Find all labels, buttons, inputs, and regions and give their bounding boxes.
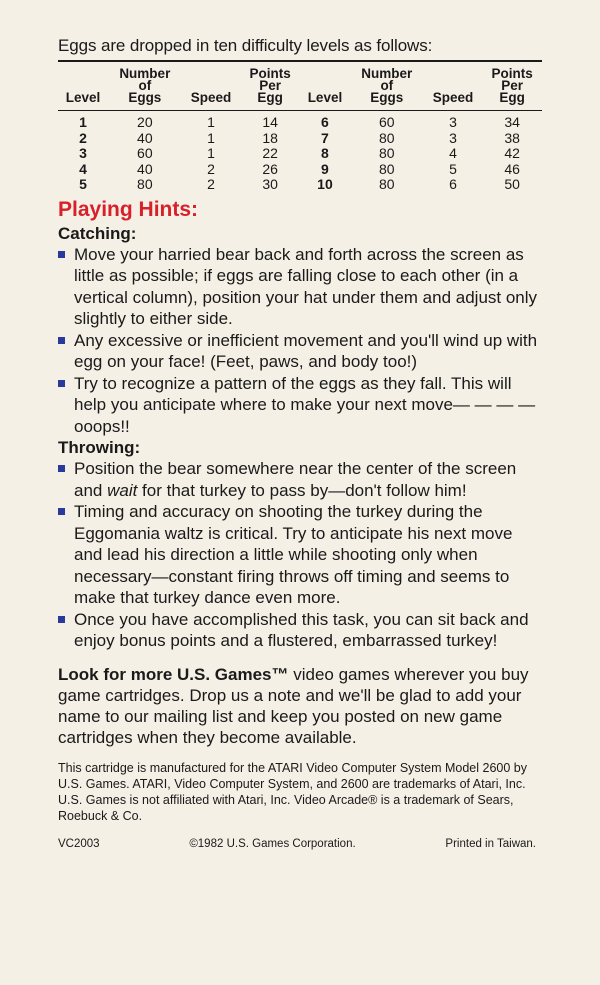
- throwing-title: Throwing:: [58, 438, 141, 457]
- table-row: [58, 162, 542, 178]
- table-cell: 4: [449, 145, 457, 161]
- table-cell: 10: [317, 176, 333, 192]
- table-cell: 80: [379, 129, 395, 146]
- closing-paragraph: Look for more U.S. Games™ video games wherever you buy game cartridges. Drop us a note and we'll be glad to add your name to our mailing list and keep you posted on new game cartridges when they become available.: [58, 664, 529, 747]
- playing-hints-title: Playing Hints:: [58, 197, 199, 221]
- copyright: ©1982 U.S. Games Corporation.: [189, 837, 356, 850]
- table-cell: 80: [137, 176, 153, 192]
- list-item: Position the bear somewhere near the center of the screen and wait for that turkey to pass by—don't follow him!: [58, 458, 542, 501]
- difficulty-table-header: [58, 62, 542, 110]
- table-cell: 6: [321, 114, 329, 130]
- table-cell: 22: [262, 145, 278, 161]
- table-cell: 26: [262, 160, 278, 177]
- bullet-square-icon: [58, 337, 65, 344]
- table-cell: 60: [379, 114, 395, 130]
- table-cell: 50: [504, 176, 520, 192]
- table-row: [58, 146, 542, 162]
- table-cell: 3: [449, 114, 457, 130]
- column-header: Speed: [190, 90, 232, 105]
- table-cell: 5: [79, 176, 87, 192]
- table-cell: 5: [449, 160, 457, 177]
- table-cell: 18: [262, 129, 278, 146]
- table-cell: 3: [79, 145, 87, 161]
- table-cell: 46: [504, 160, 520, 177]
- table-cell: 3: [449, 129, 457, 146]
- legal-notice: This cartridge is manufactured for the ATARI Video Computer System Model 2600 by U.S. Games. ATARI, Video Computer System, and 2600 are trademarks of Atari, Inc. U.S. Games is not affiliated with Atari, Inc. Video Arcade® is a trademark of Sears, Roebuck & Co.: [58, 760, 527, 823]
- list-item: Try to recognize a pattern of the eggs as they fall. This will help you anticipate where to make your next move— — — —ooops!!: [58, 373, 542, 438]
- table-cell: 2: [207, 160, 215, 177]
- table-cell: 20: [137, 114, 153, 130]
- column-header: Level: [307, 90, 343, 105]
- table-cell: 42: [504, 145, 520, 161]
- product-code: VC2003: [58, 837, 100, 850]
- table-cell: 1: [207, 145, 215, 161]
- table-cell: 38: [504, 129, 520, 146]
- table-row: [58, 131, 542, 147]
- printed-in: Printed in Taiwan.: [445, 837, 536, 850]
- catching-title: Catching:: [58, 223, 137, 243]
- table-cell: 14: [262, 114, 278, 130]
- table-row: [58, 177, 542, 193]
- bullet-square-icon: [58, 380, 65, 387]
- table-cell: 30: [262, 176, 278, 192]
- table-row: [58, 111, 542, 131]
- levels-intro: Eggs are dropped in ten difficulty levels as follows:: [58, 36, 433, 55]
- bullet-square-icon: [58, 251, 65, 258]
- column-header: Points Per Egg: [249, 66, 291, 105]
- column-header: Speed: [432, 90, 474, 105]
- column-header: Level: [65, 90, 101, 105]
- table-cell: 9: [321, 160, 329, 177]
- column-header: Number of Eggs: [361, 66, 413, 105]
- list-item: Timing and accuracy on shooting the turkey during the Eggomania waltz is critical. Try to anticipate his next move and lead his direction a little while shooting only when necessary—constant firing throws off timing and seems to make that turkey dance even more.: [58, 501, 542, 609]
- bullet-square-icon: [58, 616, 65, 623]
- column-header: Points Per Egg: [491, 66, 533, 105]
- table-cell: 2: [207, 176, 215, 192]
- table-cell: 80: [379, 145, 395, 161]
- column-header: Number of Eggs: [119, 66, 171, 105]
- table-cell: 6: [449, 176, 457, 192]
- page-footer: [58, 838, 542, 850]
- table-cell: 1: [207, 129, 215, 146]
- list-item: Move your harried bear back and forth across the screen as little as possible; if eggs are falling close to each other (in a vertical column), position your hat under them and adjust only slightly to either side.: [58, 244, 542, 330]
- bullet-square-icon: [58, 508, 65, 515]
- table-cell: 4: [79, 160, 87, 177]
- table-cell: 80: [379, 160, 395, 177]
- table-cell: 1: [207, 114, 215, 130]
- table-cell: 60: [137, 145, 153, 161]
- bullet-square-icon: [58, 465, 65, 472]
- catching-list: [58, 244, 542, 438]
- table-cell: 1: [79, 114, 87, 130]
- table-cell: 40: [137, 129, 153, 146]
- list-item: Once you have accomplished this task, you can sit back and enjoy bonus points and a flustered, embarrassed turkey!: [58, 609, 542, 652]
- list-item: Any excessive or inefficient movement and you'll wind up with egg on your face! (Feet, paws, and body too!): [58, 330, 542, 373]
- table-cell: 40: [137, 160, 153, 177]
- table-cell: 2: [79, 129, 87, 146]
- difficulty-table: [58, 62, 542, 193]
- table-cell: 34: [504, 114, 520, 130]
- table-cell: 8: [321, 145, 329, 161]
- manual-page: [58, 36, 542, 850]
- table-cell: 80: [379, 176, 395, 192]
- table-cell: 7: [321, 129, 329, 146]
- throwing-list: [58, 458, 542, 652]
